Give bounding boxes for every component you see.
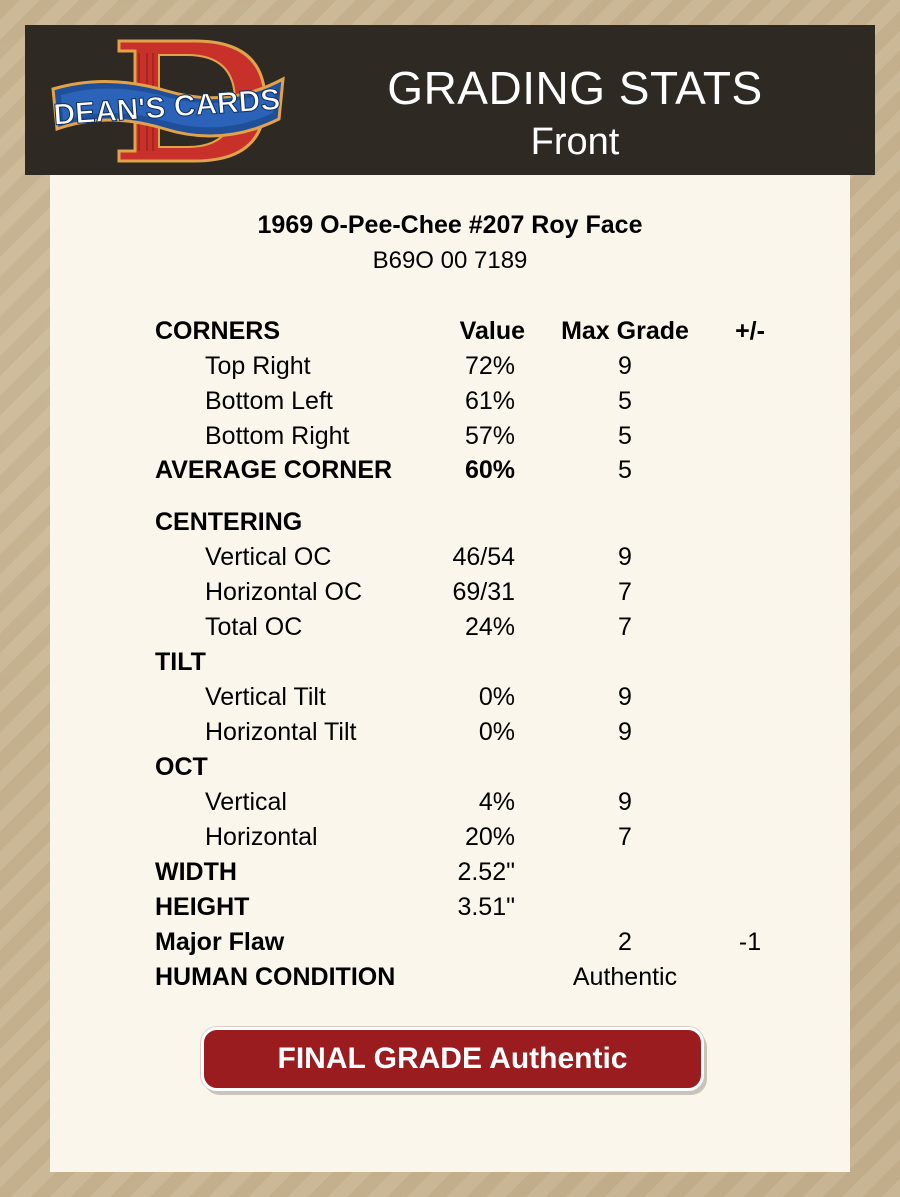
stat-row bbox=[50, 352, 850, 386]
stat-max-grade: 9 bbox=[618, 352, 632, 380]
grading-card bbox=[50, 175, 850, 1172]
stat-value: 4% bbox=[478, 788, 515, 816]
page-title: GRADING STATS bbox=[387, 62, 763, 114]
stat-max-grade: 5 bbox=[618, 387, 632, 415]
stat-value: 69/31 bbox=[452, 578, 515, 606]
stat-label: Major Flaw bbox=[155, 928, 285, 956]
stat-max-grade: 7 bbox=[618, 823, 632, 851]
stat-max-grade: 7 bbox=[618, 613, 632, 641]
stat-value: 2.52" bbox=[457, 858, 515, 886]
stat-label: WIDTH bbox=[155, 858, 237, 886]
section-label: OCT bbox=[155, 753, 208, 781]
stat-row bbox=[50, 823, 850, 857]
stat-label: Vertical OC bbox=[205, 543, 332, 571]
stat-value: 61% bbox=[464, 387, 515, 415]
stat-row bbox=[50, 613, 850, 647]
stat-label: AVERAGE CORNER bbox=[155, 456, 393, 484]
major-flaw-row bbox=[50, 928, 850, 962]
stat-plus-minus: -1 bbox=[738, 928, 762, 956]
stat-label: Horizontal OC bbox=[205, 578, 362, 606]
logo-wordmark: DEAN'S CARDS bbox=[52, 83, 282, 132]
stat-value: 3.51" bbox=[457, 893, 515, 921]
centering-header-row bbox=[50, 508, 850, 542]
stat-value: 60% bbox=[464, 456, 515, 484]
stat-max-grade: 9 bbox=[618, 788, 632, 816]
card-name: 1969 O-Pee-Chee #207 Roy Face bbox=[257, 211, 643, 239]
deans-cards-logo bbox=[47, 33, 287, 168]
stat-row bbox=[50, 422, 850, 456]
stat-label: Horizontal bbox=[205, 823, 318, 851]
stat-value: 46/54 bbox=[452, 543, 515, 571]
final-grade-button[interactable]: FINAL GRADE Authentic bbox=[201, 1027, 704, 1091]
stat-max-grade: 9 bbox=[618, 718, 632, 746]
stat-label: Bottom Left bbox=[205, 387, 333, 415]
stat-label: Vertical Tilt bbox=[205, 683, 326, 711]
stat-max-grade: 5 bbox=[618, 456, 632, 484]
stat-value: 72% bbox=[464, 352, 515, 380]
stat-label: Vertical bbox=[205, 788, 287, 816]
average-corner-row bbox=[50, 456, 850, 490]
stat-label: Top Right bbox=[205, 352, 311, 380]
stat-row bbox=[50, 788, 850, 822]
stat-row bbox=[50, 683, 850, 717]
section-label: CORNERS bbox=[155, 317, 281, 345]
value-column-header: Value bbox=[459, 317, 525, 345]
stat-max-grade: Authentic bbox=[572, 963, 678, 991]
page-subtitle: Front bbox=[530, 121, 620, 163]
stat-label: HEIGHT bbox=[155, 893, 250, 921]
stat-max-grade: 7 bbox=[618, 578, 632, 606]
stat-label: Total OC bbox=[205, 613, 303, 641]
width-row bbox=[50, 858, 850, 892]
corners-header-row bbox=[50, 317, 850, 351]
stat-value: 20% bbox=[464, 823, 515, 851]
header-bar bbox=[25, 25, 875, 175]
stat-row bbox=[50, 543, 850, 577]
stat-label: Bottom Right bbox=[205, 422, 350, 450]
stat-value: 24% bbox=[464, 613, 515, 641]
stat-max-grade: 2 bbox=[618, 928, 632, 956]
stat-label: HUMAN CONDITION bbox=[155, 963, 396, 991]
stat-value: 0% bbox=[478, 718, 515, 746]
stat-value: 0% bbox=[478, 683, 515, 711]
human-condition-row bbox=[50, 963, 850, 997]
section-label: TILT bbox=[155, 648, 206, 676]
stat-max-grade: 9 bbox=[618, 543, 632, 571]
tilt-header-row bbox=[50, 648, 850, 682]
stat-max-grade: 9 bbox=[618, 683, 632, 711]
stat-row bbox=[50, 387, 850, 421]
stat-label: Horizontal Tilt bbox=[205, 718, 357, 746]
stat-row bbox=[50, 718, 850, 752]
stat-max-grade: 5 bbox=[618, 422, 632, 450]
cert-number: B69O 00 7189 bbox=[372, 247, 528, 274]
section-label: CENTERING bbox=[155, 508, 303, 536]
stat-value: 57% bbox=[464, 422, 515, 450]
max-grade-column-header: Max Grade bbox=[561, 317, 689, 345]
plus-minus-column-header: +/- bbox=[735, 317, 765, 345]
height-row bbox=[50, 893, 850, 927]
stat-row bbox=[50, 578, 850, 612]
oct-header-row bbox=[50, 753, 850, 787]
